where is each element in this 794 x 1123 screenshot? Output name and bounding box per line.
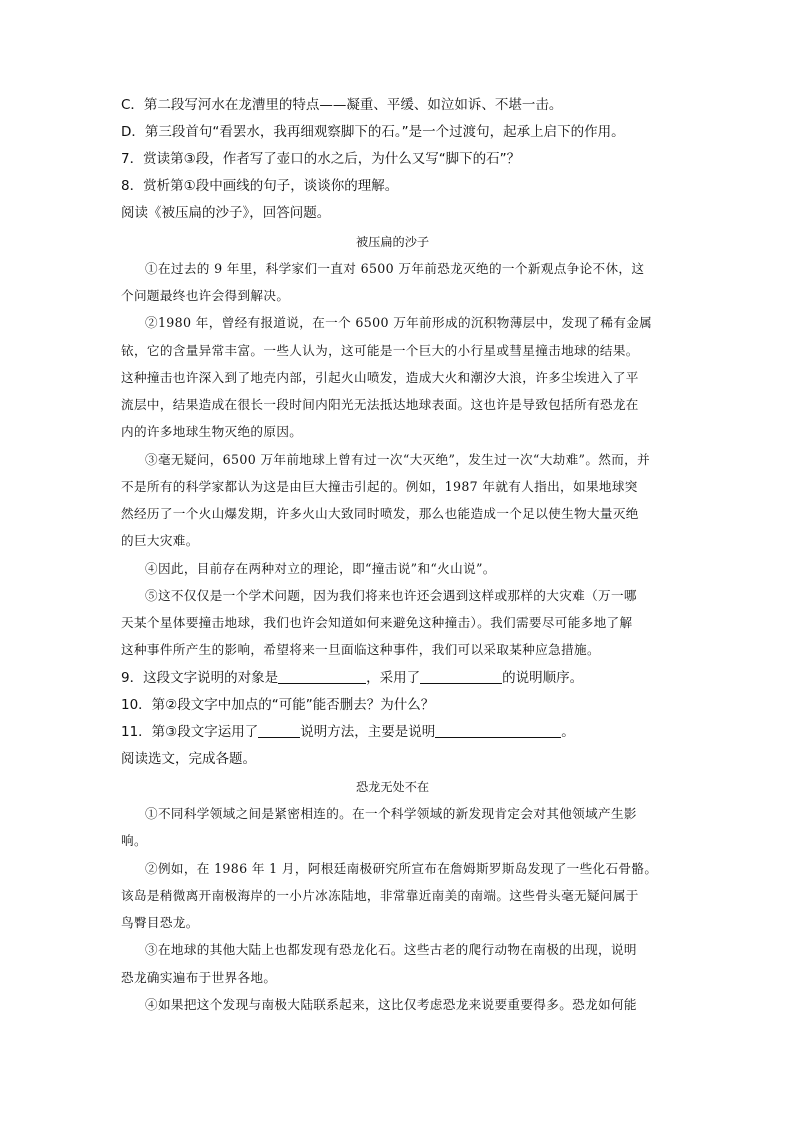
answer-blank[interactable] [278,669,366,684]
article1-line: ⑤这不仅仅是一个学术问题，因为我们将来也许还会遇到这样或那样的大灾难（万一哪 [145,588,637,603]
option-c: C．第二段写河水在龙漕里的特点——凝重、平缓、如泣如诉、不堪一击。 [121,97,563,113]
question-8: 8．赏析第①段中画线的句子，谈谈你的理解。 [121,178,399,194]
article1-line: ②1980 年，曾经有报道说，在一个 6500 万年前形成的沉积物薄层中，发现了稀有金属 [145,315,653,330]
reading-intro-2: 阅读选文，完成各题。 [121,751,256,767]
article1-line: ①在过去的 9 年里，科学家们一直对 6500 万年前恐龙灭绝的一个新观点争论不休，这 [145,261,645,276]
question-9: 9．这段文字说明的对象是 ，采用了 的说明顺序。 [121,670,584,686]
article2-line: 恐龙确实遍布于世界各地。 [121,970,277,985]
answer-blank[interactable] [435,723,561,738]
reading-intro-1: 阅读《被压扁的沙子》，回答问题。 [121,205,331,221]
article2-line: 该岛是稍微离开南极海岸的一小片冰冻陆地，非常靠近南美的南端。这些骨头毫无疑问属于 [121,888,639,903]
article1-line: ④因此，目前存在两种对立的理论，即“撞击说”和“火山说”。 [145,561,496,576]
option-d: D．第三段首句“看罢水，我再细观察脚下的石。”是一个过渡句，起承上启下的作用。 [121,124,625,140]
article1-line: ③毫无疑问，6500 万年前地球上曾有过一次“大灭绝”，发生过一次“大劫难”。然而，并 [145,452,651,467]
answer-blank[interactable] [420,669,502,684]
article-title-1: 被压扁的沙子 [356,235,430,249]
article1-line: 铱，它的含量异常丰富。一些人认为，这可能是一个巨大的小行星或彗星撞击地球的结果。 [121,343,639,358]
article2-line: ④如果把这个发现与南极大陆联系起来，这比仅考虑恐龙来说要重要得多。恐龙如何能 [145,997,637,1012]
answer-blank[interactable] [258,723,300,738]
article1-line: 这种事件所产生的影响，希望将来一旦面临这种事件，我们可以采取某种应急措施。 [121,642,600,657]
article2-line: 鸟臀目恐龙。 [121,915,199,930]
article1-line: 天某个星体要撞击地球，我们也许会知道如何来避免这种撞击）。我们需要尽可能多地了解 [121,615,633,630]
article2-line: ②例如，在 1986 年 1 月，阿根廷南极研究所宣布在詹姆斯罗斯岛发现了一些化石骨骼。 [145,861,658,876]
article1-line: 然经历了一个火山爆发期，许多火山大致同时喷发，那么也能造成一个足以使生物大量灭绝 [121,506,639,521]
article1-line: 内的许多地球生物灭绝的原因。 [121,424,303,439]
article1-line: 流层中，结果造成在很长一段时间内阳光无法抵达地球表面。这也许是导致包括所有恐龙在 [121,397,639,412]
article1-line: 个问题最终也许会得到解决。 [121,288,290,303]
article2-line: 响。 [121,833,147,848]
article1-line: 不是所有的科学家都认为这是由巨大撞击引起的。例如，1987 年就有人指出，如果地球突 [121,479,638,494]
article2-line: ③在地球的其他大陆上也都发现有恐龙化石。这些古老的爬行动物在南极的出现，说明 [145,942,637,957]
article1-line: 这种撞击也许深入到了地壳内部，引起火山喷发，造成大火和潮汐大浪，许多尘埃进入了平 [121,370,639,385]
article1-line: 的巨大灾难。 [121,533,199,548]
question-10: 10．第②段文字中加点的“可能”能否删去？为什么？ [121,697,435,713]
question-7: 7．赏读第③段，作者写了壶口的水之后，为什么又写“脚下的石”？ [121,151,521,167]
article-title-2: 恐龙无处不在 [356,780,430,794]
question-11: 11．第③段文字运用了 说明方法，主要是说明 。 [121,724,575,740]
article2-line: ①不同科学领域之间是紧密相连的。在一个科学领域的新发现肯定会对其他领域产生影 [145,806,637,821]
